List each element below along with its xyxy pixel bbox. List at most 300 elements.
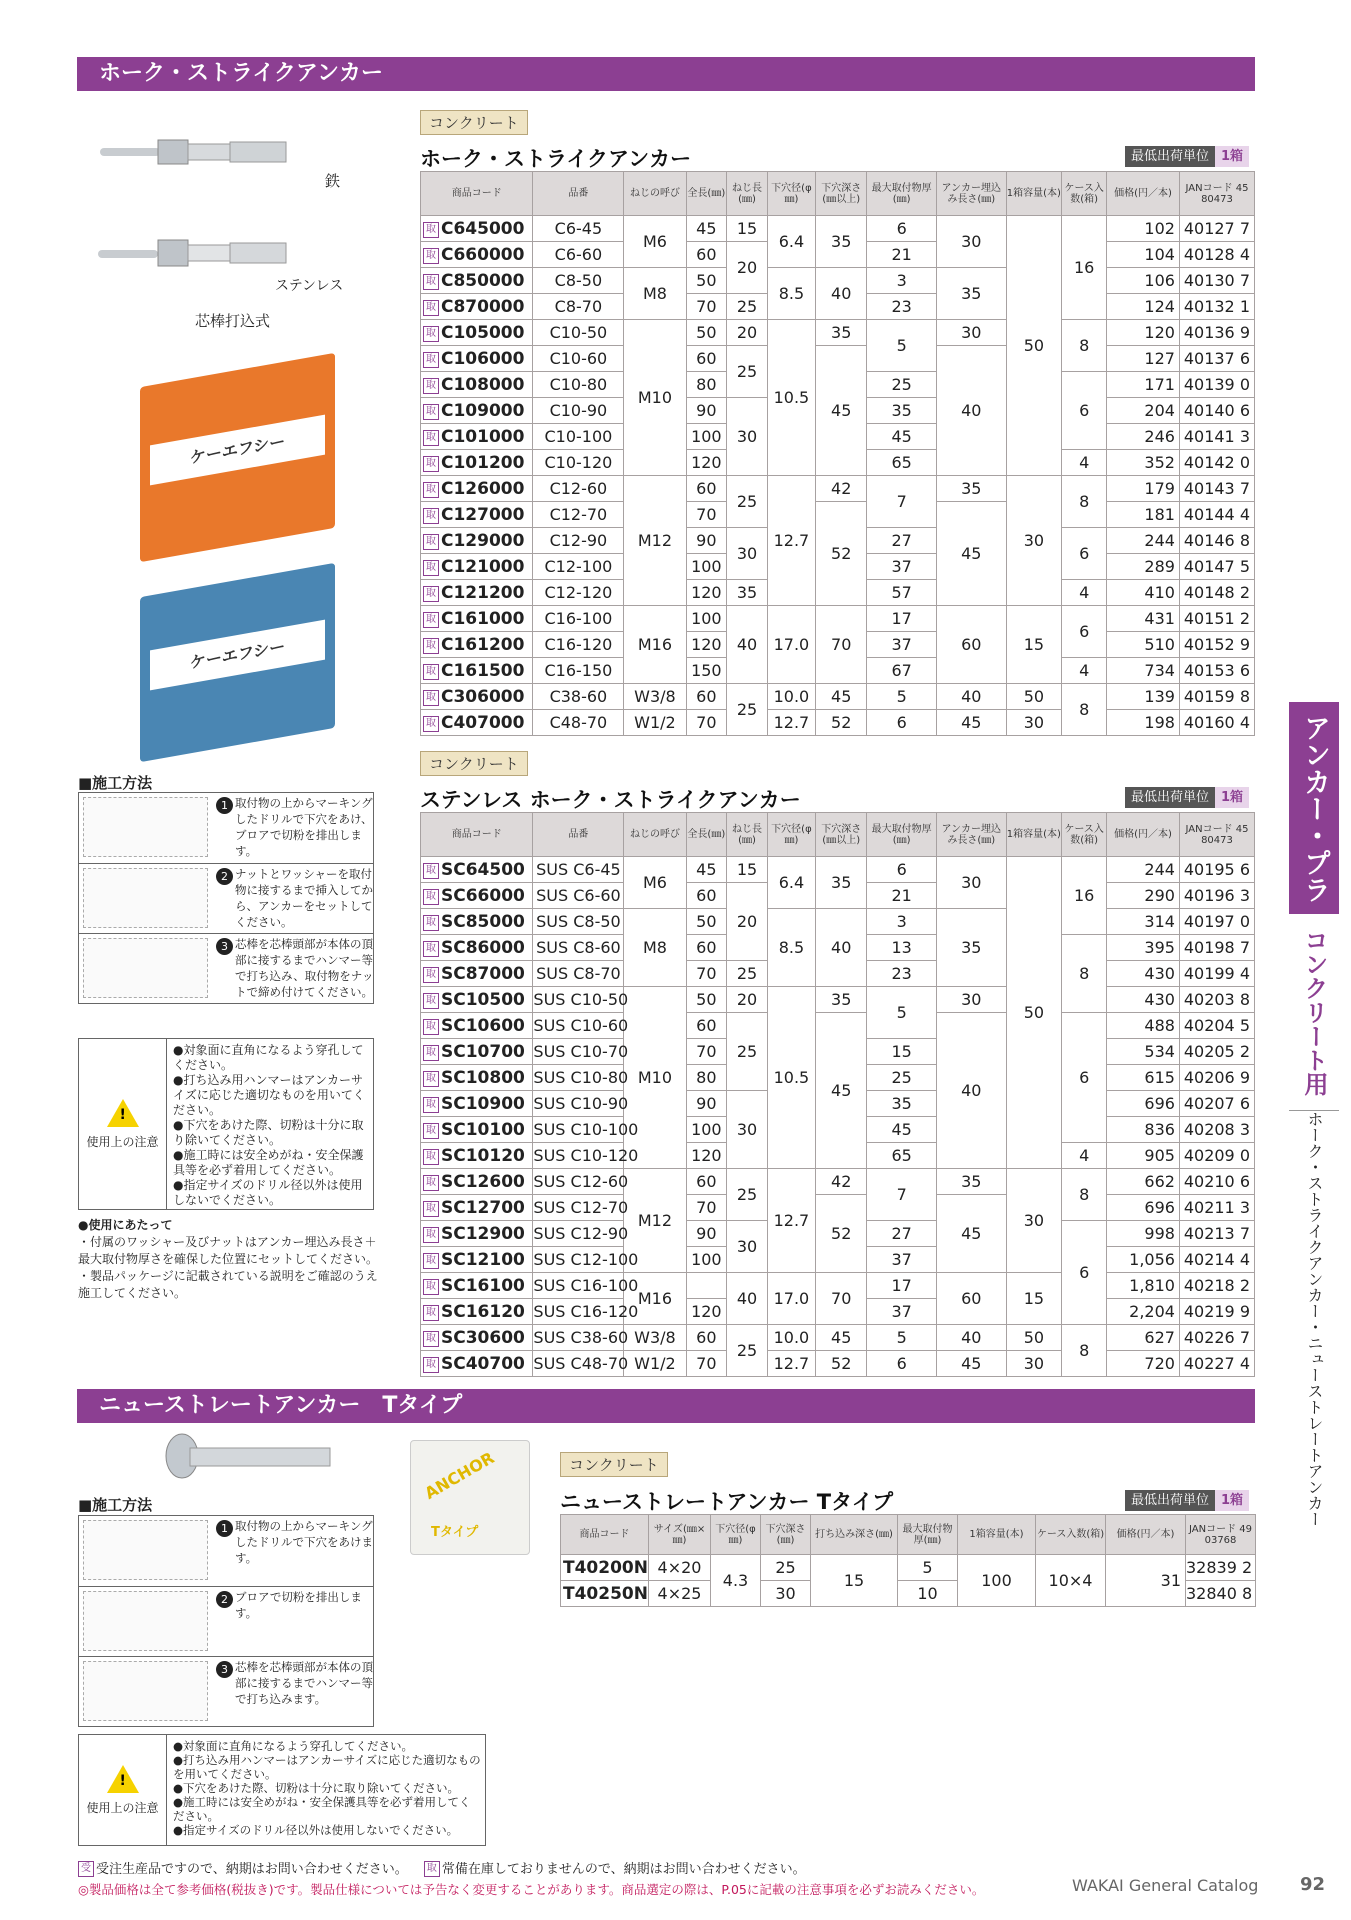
product-code-text: C870000 (441, 296, 525, 317)
cell-hole-dia: 8.5 (767, 268, 815, 320)
cell-max-thickness: 25 (867, 372, 937, 398)
cell-price: 244 (1107, 857, 1180, 883)
cell-max-thickness: 21 (867, 883, 937, 909)
col-header-case-qty: ケース入数(箱) (1062, 813, 1107, 857)
cell-part-number: C6-45 (533, 216, 624, 242)
cell-price: 430 (1107, 987, 1180, 1013)
step-number: 2 (216, 868, 233, 885)
product-code (421, 684, 533, 710)
cell-part-number: C12-60 (533, 476, 624, 502)
cell-max-thickness: 37 (867, 632, 937, 658)
cell-part-number: SUS C12-90 (533, 1221, 624, 1247)
package-brand-text: ANCHOR (421, 1448, 498, 1503)
cell-part-number: C10-80 (533, 372, 624, 398)
product-code-text: SC40700 (441, 1353, 525, 1374)
cell-hole-depth: 40 (816, 909, 867, 987)
product-code-text: C108000 (441, 374, 525, 395)
cell-jan-code: 40137 6 (1179, 346, 1254, 372)
min-unit-value: 1箱 (1215, 1490, 1249, 1511)
non-stock-icon: 取 (423, 1071, 439, 1087)
cell-thread: M16 (624, 606, 686, 684)
cell-jan-code: 40204 5 (1179, 1013, 1254, 1039)
cell-length: 45 (686, 216, 727, 242)
col-header-jan-code: JANコード 45 80473 (1179, 172, 1254, 216)
cell-hole-depth: 70 (816, 1273, 867, 1325)
cell-box-qty: 30 (1006, 1169, 1062, 1273)
product-code (421, 1299, 533, 1325)
cell-max-thickness: 7 (867, 476, 937, 528)
col-header-embed-length: 価格(円／本) (1106, 1515, 1186, 1555)
caution-item: ●打ち込み用ハンマーはアンカーサイズに応じた適切なものを用いてください。 (173, 1753, 481, 1781)
cell-length: 60 (686, 476, 727, 502)
col-header-thread: ねじの呼び (624, 813, 686, 857)
cell-price: 127 (1107, 346, 1180, 372)
cell-hole-depth: 35 (816, 987, 867, 1013)
cell-hole-depth: 100 (958, 1555, 1036, 1607)
product-code-text: C106000 (441, 348, 525, 369)
product-code (561, 1581, 649, 1607)
cell-case-qty: 8 (1062, 935, 1107, 1013)
cell-price: 734 (1107, 658, 1180, 684)
cell-embed-length: 45 (936, 502, 1006, 606)
cell-length: 120 (686, 1299, 727, 1325)
method-step (79, 1586, 373, 1656)
caution-item: ●指定サイズのドリル径以外は使用しないでください。 (173, 1823, 459, 1837)
product-code-text: C121000 (441, 556, 525, 577)
table-row (421, 1169, 1255, 1195)
non-stock-icon: 取 (423, 430, 439, 446)
cell-hole-depth: 52 (816, 1195, 867, 1273)
product-code (421, 528, 533, 554)
cell-thread: 4.3 (711, 1555, 761, 1607)
cell-case-qty: 4 (1062, 1143, 1107, 1169)
product-code-text: C101200 (441, 452, 525, 473)
table-row (421, 346, 1255, 372)
col-header-box-qty: 1箱容量(本) (1006, 172, 1062, 216)
package-blue-image (140, 563, 335, 762)
cell-length: 120 (686, 580, 727, 606)
cell-case-qty: 8 (1062, 1325, 1107, 1377)
sidebar-subcategory: コンクリート用 (1300, 928, 1328, 1096)
step-text: 取付物の上からマーキングしたドリルで下穴をあけます。 (235, 1519, 373, 1565)
cell-case-qty: 8 (1062, 684, 1107, 736)
non-stock-icon: 取 (423, 326, 439, 342)
step-text: 取付物の上からマーキングしたドリルで下穴をあけ、ブロアで切粉を排出します。 (235, 796, 373, 858)
cell-embed-length: 35 (936, 476, 1006, 502)
cell-max-thickness: 17 (867, 606, 937, 632)
method-heading: ■施工方法 (78, 1496, 153, 1514)
cell-jan-code: 40209 0 (1179, 1143, 1254, 1169)
cell-part-number: C10-120 (533, 450, 624, 476)
col-header-product-code: 商品コード (421, 172, 533, 216)
product-code (421, 346, 533, 372)
cell-price: 171 (1107, 372, 1180, 398)
cell-price: 246 (1107, 424, 1180, 450)
non-stock-icon: 取 (423, 612, 439, 628)
cell-jan-code: 40214 4 (1179, 1247, 1254, 1273)
cell-jan-code: 40132 1 (1179, 294, 1254, 320)
product-code-text: C161000 (441, 608, 525, 629)
cell-price: 627 (1107, 1325, 1180, 1351)
cell-length: 90 (686, 1091, 727, 1117)
cell-jan-code: 40136 9 (1179, 320, 1254, 346)
col-header-length: 全長(㎜) (686, 172, 727, 216)
cell-part-number: SUS C38-60 (533, 1325, 624, 1351)
method-step (79, 793, 373, 863)
cell-price: 905 (1107, 1143, 1180, 1169)
product-code (421, 476, 533, 502)
product-code-text: SC30600 (441, 1327, 525, 1348)
table-row (421, 268, 1255, 294)
package-orange-image (140, 353, 335, 562)
cell-price: 615 (1107, 1065, 1180, 1091)
cell-case-qty: 16 (1062, 857, 1107, 935)
non-stock-icon: 取 (423, 993, 439, 1009)
non-stock-icon: 取 (423, 967, 439, 983)
cell-part-number: C12-120 (533, 580, 624, 606)
cell-part-number: SUS C8-50 (533, 909, 624, 935)
cell-case-qty: 4 (1062, 450, 1107, 476)
product-code (421, 294, 533, 320)
cell-box-qty: 30 (1006, 1351, 1062, 1377)
cell-jan-code: 40210 6 (1179, 1169, 1254, 1195)
cell-part-number: SUS C8-70 (533, 961, 624, 987)
cell-thread: M8 (624, 268, 686, 320)
cell-case-qty: 16 (1062, 216, 1107, 320)
cell-case-qty: 6 (1062, 372, 1107, 450)
cell-embed-length: 35 (936, 909, 1006, 987)
col-header-thread-length: ねじ長(㎜) (727, 813, 768, 857)
caution-box (78, 1734, 486, 1846)
col-header-hole-depth: 下穴深さ(㎜以上) (816, 172, 867, 216)
usage-list (78, 1234, 378, 1302)
non-stock-icon: 取 (423, 1097, 439, 1113)
col-header-length: 下穴深さ(㎜) (761, 1515, 811, 1555)
caution-list (173, 1739, 481, 1837)
cell-max-thickness: 37 (867, 1299, 937, 1325)
cell-jan-code: 40205 2 (1179, 1039, 1254, 1065)
col-header-max-thickness: 最大取付物厚(㎜) (867, 172, 937, 216)
cell-max-thickness: 23 (867, 294, 937, 320)
non-stock-icon: 取 (423, 352, 439, 368)
step-text: 芯棒を芯棒頭部が本体の頂部に接するまでハンマー等で打ち込み、取付物をナットで締め付けてください。 (235, 937, 374, 999)
cell-hole-depth: 35 (816, 320, 867, 346)
cell-hole-depth: 45 (816, 1013, 867, 1169)
caution-list (173, 1043, 371, 1208)
product-code (421, 1065, 533, 1091)
product-code-text: SC10600 (441, 1015, 525, 1036)
cell-jan-code: 40208 3 (1179, 1117, 1254, 1143)
col-header-product-code: 商品コード (561, 1515, 649, 1555)
product-code-text: C127000 (441, 504, 525, 525)
product-code (421, 372, 533, 398)
cell-part-number: 4×20 (649, 1555, 711, 1581)
product-code (421, 909, 533, 935)
cell-part-number: SUS C10-120 (533, 1143, 624, 1169)
table-row (421, 1273, 1255, 1299)
product-code-text: SC85000 (441, 911, 525, 932)
cell-length: 50 (686, 909, 727, 935)
cell-hole-depth: 70 (816, 606, 867, 684)
cell-hole-dia: 10.0 (767, 1325, 815, 1351)
cell-embed-length: 30 (936, 216, 1006, 268)
cell-length: 90 (686, 528, 727, 554)
cell-price: 836 (1107, 1117, 1180, 1143)
cell-part-number: C48-70 (533, 710, 624, 736)
cell-max-thickness: 45 (867, 1117, 937, 1143)
min-unit-value: 1箱 (1215, 787, 1249, 808)
cell-jan-code: 40227 4 (1179, 1351, 1254, 1377)
cell-jan-code: 40142 0 (1179, 450, 1254, 476)
cell-hole-depth: 52 (816, 710, 867, 736)
cell-thread-length: 40 (727, 1273, 768, 1325)
non-stock-icon: 取 (423, 1175, 439, 1191)
product-code-text: C101000 (441, 426, 525, 447)
cell-max-thickness: 67 (867, 658, 937, 684)
cell-case-qty: 6 (1062, 528, 1107, 580)
method-step-illustration (83, 1591, 208, 1651)
table-header-row (561, 1515, 1256, 1555)
cell-hole-depth: 42 (816, 476, 867, 502)
cell-jan-code: 40195 6 (1179, 857, 1254, 883)
cell-jan-code: 40203 8 (1179, 987, 1254, 1013)
cell-jan-code: 40199 4 (1179, 961, 1254, 987)
cell-thread-length: 25 (727, 1013, 768, 1091)
product-code-text: SC16100 (441, 1275, 525, 1296)
col-header-box-qty: JANコード 49 03768 (1186, 1515, 1256, 1555)
cell-length: 90 (686, 398, 727, 424)
category-tag: コンクリート (560, 1452, 668, 1477)
product-title: ステンレス ホーク・ストライクアンカー (420, 788, 801, 812)
non-stock-icon: 取 (423, 508, 439, 524)
cell-jan-code: 40128 4 (1179, 242, 1254, 268)
cell-case-qty: 8 (1062, 476, 1107, 528)
non-stock-icon: 取 (423, 1019, 439, 1035)
product-code (421, 268, 533, 294)
cell-part-number: C12-100 (533, 554, 624, 580)
non-stock-icon: 取 (423, 1227, 439, 1243)
cell-max-thickness: 5 (867, 987, 937, 1039)
cell-max-thickness: 6 (867, 1351, 937, 1377)
cell-price: 488 (1107, 1013, 1180, 1039)
step-number: 3 (216, 938, 233, 955)
cell-embed-length: 35 (936, 268, 1006, 320)
warning-icon: ! (107, 1765, 139, 1793)
product-code-text: SC10500 (441, 989, 525, 1010)
cell-length: 50 (686, 987, 727, 1013)
method-step-illustration (83, 797, 208, 857)
non-stock-icon: 取 (423, 300, 439, 316)
cell-length: 70 (686, 961, 727, 987)
product-code-text: C660000 (441, 244, 525, 265)
col-header-box-qty: 1箱容量(本) (1006, 813, 1062, 857)
method-step-illustration (83, 868, 208, 928)
cell-part-number: C16-120 (533, 632, 624, 658)
footer-note-non-stock: 常備在庫しておりませんので、納期はお問い合わせください。 (441, 1862, 806, 1877)
product-code-text: SC64500 (441, 859, 525, 880)
cell-part-number: C8-70 (533, 294, 624, 320)
cell-thread-length: 30 (727, 528, 768, 580)
method-step (79, 863, 373, 933)
table-body (421, 216, 1255, 736)
cell-hole-depth: 45 (816, 346, 867, 476)
cell-price: 179 (1107, 476, 1180, 502)
cell-max-thickness: 7 (867, 1169, 937, 1221)
cell-thread-length: 40 (727, 606, 768, 684)
cell-case-qty: 4 (1062, 580, 1107, 606)
cell-length: 60 (686, 1169, 727, 1195)
product-code (561, 1555, 649, 1581)
product-code (421, 606, 533, 632)
sidebar-category: アンカー・プラグ (1289, 702, 1339, 914)
table-body (421, 857, 1255, 1377)
non-stock-icon: 取 (423, 716, 439, 732)
cell-length: 80 (686, 372, 727, 398)
cell-jan-code: 40207 6 (1179, 1091, 1254, 1117)
cell-thread-length: 15 (727, 216, 768, 242)
min-unit-value: 1箱 (1215, 146, 1249, 167)
product-code-text: C407000 (441, 712, 525, 733)
product-code-text: C105000 (441, 322, 525, 343)
non-stock-icon: 取 (423, 1331, 439, 1347)
cell-thread-length: 20 (727, 242, 768, 294)
col-header-thread: 下穴径(φ㎜) (711, 1515, 761, 1555)
cell-part-number: SUS C16-120 (533, 1299, 624, 1325)
spec-table-newstraight (560, 1514, 1256, 1607)
col-header-thread-length: ねじ長(㎜) (727, 172, 768, 216)
cell-embed-length: 45 (936, 710, 1006, 736)
product-code (421, 658, 533, 684)
label-drive-type: 芯棒打込式 (195, 312, 271, 330)
cell-price: 534 (1107, 1039, 1180, 1065)
cell-embed-length: 45 (936, 1195, 1006, 1273)
caution-box (78, 1038, 374, 1210)
non-stock-icon: 取 (423, 690, 439, 706)
col-header-hole-dia: 下穴径(φ㎜) (767, 172, 815, 216)
cell-hole-depth: 35 (816, 857, 867, 909)
col-header-part-number: 品番 (533, 813, 624, 857)
caution-item: ●指定サイズのドリル径以外は使用しないでください。 (173, 1178, 363, 1207)
product-code (421, 1247, 533, 1273)
cell-price: 430 (1107, 961, 1180, 987)
product-code-text: SC12700 (441, 1197, 525, 1218)
cell-thread-length: 35 (727, 580, 768, 606)
cell-part-number: C12-90 (533, 528, 624, 554)
cell-max-thickness: 65 (867, 1143, 937, 1169)
table-row (421, 987, 1255, 1013)
col-header-hole-depth: 1箱容量(本) (958, 1515, 1036, 1555)
cell-max-thickness: 6 (867, 710, 937, 736)
cell-length: 25 (761, 1555, 811, 1581)
cell-max-thickness: 3 (867, 909, 937, 935)
col-header-length: 全長(㎜) (686, 813, 727, 857)
product-code (421, 424, 533, 450)
cell-length: 50 (686, 320, 727, 346)
product-code (421, 632, 533, 658)
min-unit-label: 最低出荷単位 (1125, 146, 1215, 167)
caution-item: ●対象面に直角になるよう穿孔してください。 (173, 1043, 364, 1072)
cell-box-qty: 15 (1006, 1273, 1062, 1325)
cell-max-thickness: 13 (867, 935, 937, 961)
non-stock-icon: 取 (423, 915, 439, 931)
cell-embed-length: 30 (936, 320, 1006, 346)
cell-thread-length: 25 (727, 961, 768, 987)
col-header-thread: ねじの呼び (624, 172, 686, 216)
cell-max-thickness: 65 (867, 450, 937, 476)
cell-jan-code: 40198 7 (1179, 935, 1254, 961)
cell-thread-length: 25 (727, 684, 768, 736)
cell-embed-length: 40 (936, 346, 1006, 476)
footer-note-made-to-order: 受注生産品ですので、納期はお問い合わせください。 (96, 1862, 408, 1877)
page-number: 92 (1300, 1874, 1326, 1895)
catalog-name: WAKAI General Catalog (1072, 1876, 1259, 1895)
non-stock-icon: 取 (423, 889, 439, 905)
cell-thread: M12 (624, 476, 686, 606)
cell-hole-dia: 6.4 (767, 216, 815, 268)
cell-part-number: SUS C6-60 (533, 883, 624, 909)
cell-price: 289 (1107, 554, 1180, 580)
cell-length: 70 (686, 710, 727, 736)
cell-part-number: SUS C10-80 (533, 1065, 624, 1091)
product-code (421, 1143, 533, 1169)
cell-price: 720 (1107, 1351, 1180, 1377)
cell-max-thickness: 27 (867, 1221, 937, 1247)
col-header-price: 価格(円／本) (1107, 172, 1180, 216)
method-step-illustration (83, 1520, 208, 1580)
section-band-newstraight: ニューストレートアンカー Tタイプ (77, 1389, 1255, 1423)
category-tag: コンクリート (420, 110, 528, 135)
cell-part-number: C10-100 (533, 424, 624, 450)
product-code (421, 580, 533, 606)
step-text: 芯棒を芯棒頭部が本体の頂部に接するまでハンマー等で打ち込みます。 (235, 1660, 373, 1706)
cell-length: 60 (686, 1325, 727, 1351)
cell-thread-length: 15 (727, 857, 768, 883)
cell-box-qty: 50 (1006, 857, 1062, 1169)
method-step (79, 933, 373, 1003)
non-stock-icon: 取 (423, 1279, 439, 1295)
cell-part-number: SUS C10-70 (533, 1039, 624, 1065)
cell-length: 70 (686, 1039, 727, 1065)
cell-thread: M10 (624, 320, 686, 476)
product-code-text: SC12600 (441, 1171, 525, 1192)
step-number: 1 (216, 1520, 233, 1537)
usage-item: ・製品パッケージに記載されている説明をご確認のうえ施工してください。 (78, 1269, 378, 1300)
cell-price: 431 (1107, 606, 1180, 632)
cell-max-thickness: 27 (867, 528, 937, 554)
cell-price: 124 (1107, 294, 1180, 320)
cell-price: 139 (1107, 684, 1180, 710)
cell-price: 244 (1107, 528, 1180, 554)
package-brand-text: ケーエフシー (150, 415, 325, 486)
cell-thread-length: 25 (727, 1169, 768, 1221)
cell-part-number: SUS C12-70 (533, 1195, 624, 1221)
cell-embed-length: 30 (936, 987, 1006, 1013)
cell-max-thickness: 57 (867, 580, 937, 606)
cell-jan-code: 40144 4 (1179, 502, 1254, 528)
cell-length: 60 (686, 346, 727, 372)
cell-embed-length: 40 (936, 684, 1006, 710)
cell-hole-depth: 52 (816, 502, 867, 606)
table-body (561, 1555, 1256, 1607)
non-stock-icon: 取 (423, 560, 439, 576)
cell-max-thickness: 10×4 (1036, 1555, 1106, 1607)
product-code (421, 1351, 533, 1377)
usage-heading: ●使用にあたって (78, 1218, 173, 1232)
cell-thread-length: 20 (727, 987, 768, 1013)
product-code (421, 242, 533, 268)
cell-part-number: SUS C10-60 (533, 1013, 624, 1039)
cell-part-number: 4×25 (649, 1581, 711, 1607)
